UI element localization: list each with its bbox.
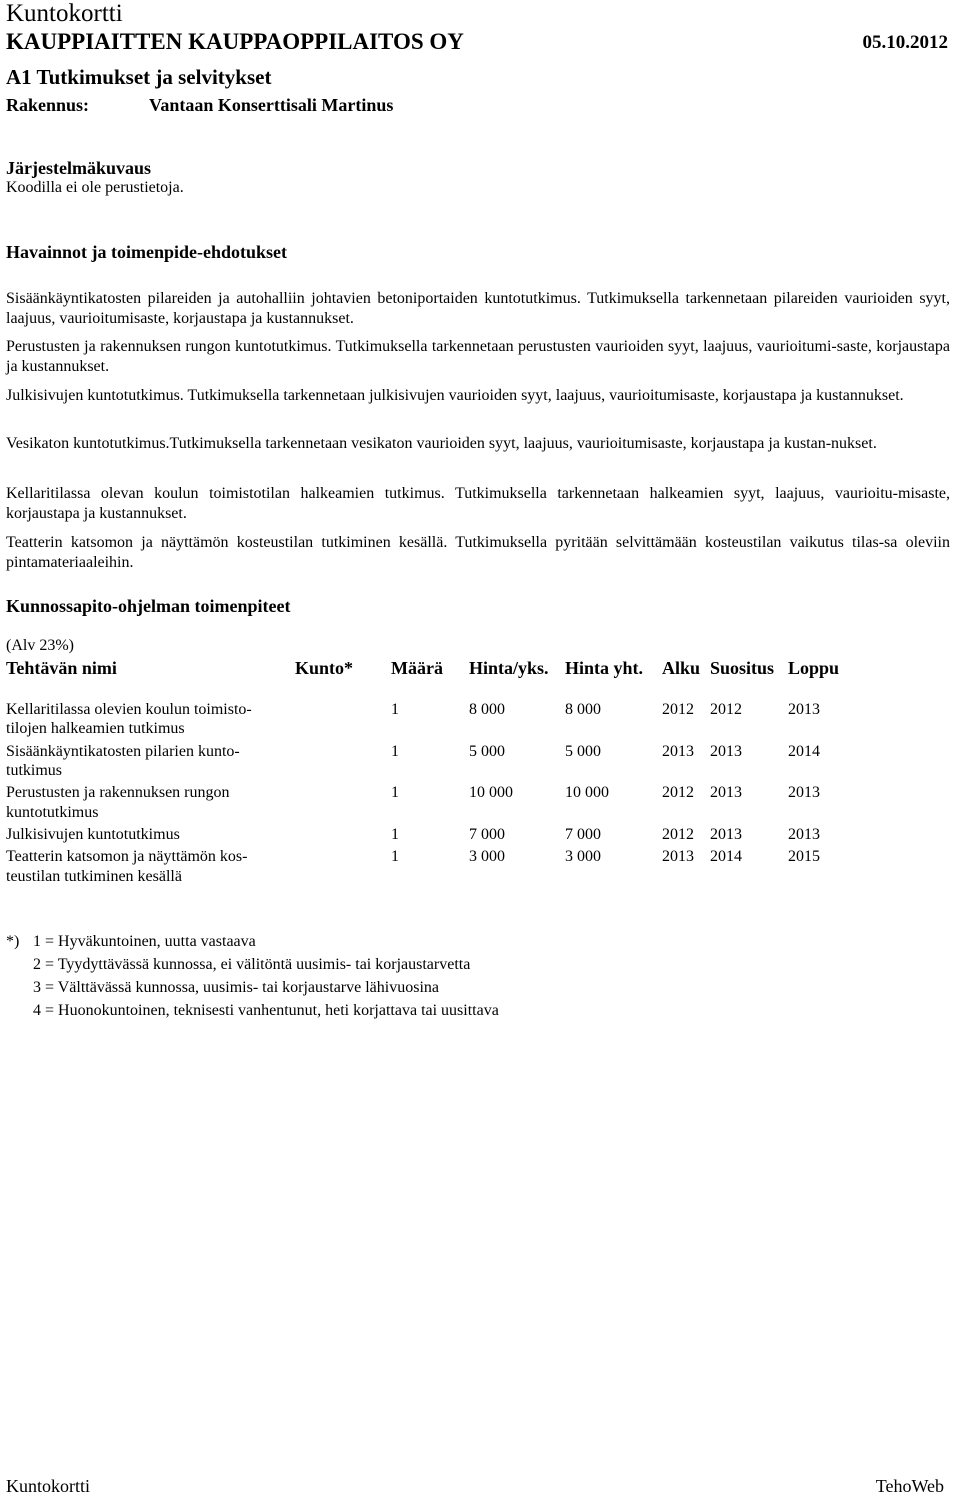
report-date: 05.10.2012: [862, 32, 948, 53]
start-year-cell: 2012: [662, 701, 694, 718]
unit-price-cell: 7 000: [469, 826, 505, 843]
task-name-line-1: Teatterin katsomon ja näyttämön kos-: [6, 848, 248, 865]
quantity-cell: 1: [391, 701, 399, 718]
unit-price-cell: 8 000: [469, 701, 505, 718]
system-heading: Järjestelmäkuvaus: [6, 158, 151, 178]
end-year-cell: 2013: [788, 826, 820, 843]
total-price-cell: 10 000: [565, 784, 609, 801]
end-year-cell: 2013: [788, 784, 820, 801]
start-year-cell: 2013: [662, 743, 694, 760]
observation-paragraph-1: Sisäänkäyntikatosten pilareiden ja autohalliin johtavien betoniportaiden kuntotutkimus. Tutkimuksella tarkennetaan pilareiden vaurioiden syyt, laajuus, vaurioitumisaste, korjaustapa ja kustannukset.: [6, 290, 950, 327]
task-name-line-1: Kellaritilassa olevien koulun toimisto-: [6, 701, 252, 718]
start-year-cell: 2012: [662, 784, 694, 801]
unit-price-cell: 10 000: [469, 784, 513, 801]
observations-heading: Havainnot ja toimenpide-ehdotukset: [6, 242, 288, 262]
column-header-unit-price: Hinta/yks.: [469, 658, 549, 678]
task-name-line-2: teustilan tutkiminen kesällä: [6, 868, 182, 885]
page-title: Kuntokortti: [6, 0, 123, 27]
column-header-condition: Kunto*: [295, 658, 354, 678]
legend-item: 2 = Tyydyttävässä kunnossa, ei välitöntä uusimis- tai korjaustarvetta: [33, 956, 471, 973]
quantity-cell: 1: [391, 848, 399, 865]
observation-paragraph-2: Perustusten ja rakennuksen rungon kuntotutkimus. Tutkimuksella tarkennetaan perustusten vaurioiden syyt, laajuus, vaurioitumi-saste, korjaustapa ja kustannukset.: [6, 338, 950, 375]
start-year-cell: 2012: [662, 826, 694, 843]
footer-brand: TehoWeb: [875, 1476, 944, 1496]
column-header-end: Loppu: [788, 658, 840, 678]
recommended-year-cell: 2013: [710, 784, 742, 801]
total-price-cell: 7 000: [565, 826, 601, 843]
column-header-total-price: Hinta yht.: [565, 658, 644, 678]
end-year-cell: 2014: [788, 743, 820, 760]
unit-price-cell: 3 000: [469, 848, 505, 865]
quantity-cell: 1: [391, 826, 399, 843]
building-value: Vantaan Konserttisali Martinus: [149, 95, 394, 115]
program-heading: Kunnossapito-ohjelman toimenpiteet: [6, 596, 291, 616]
footer-left: Kuntokortti: [6, 1476, 90, 1496]
quantity-cell: 1: [391, 743, 399, 760]
column-header-recommendation: Suositus: [710, 658, 775, 678]
system-text: Koodilla ei ole perustietoja.: [6, 179, 184, 196]
observation-paragraph-6: Teatterin katsomon ja näyttämön kosteustilan tutkiminen kesällä. Tutkimuksella pyritään selvittämään kosteustilan vaikutus tilas-sa oleviin pintamateriaaleihin.: [6, 534, 950, 571]
observation-paragraph-5: Kellaritilassa olevan koulun toimistotilan halkeamien tutkimus. Tutkimuksella tarkennetaan halkeamien syyt, laajuus, vaurioitu-misaste, korjaustapa ja kustannukset.: [6, 485, 950, 522]
observation-paragraph-4: Vesikaton kuntotutkimus.Tutkimuksella tarkennetaan vesikaton vaurioiden syyt, laajuus, vaurioitumisaste, korjaustapa ja kustan-nukset.: [6, 435, 877, 452]
task-name-line-1: Perustusten ja rakennuksen rungon: [6, 784, 230, 801]
vat-note: (Alv 23%): [6, 637, 74, 654]
observation-paragraph-3: Julkisivujen kuntotutkimus. Tutkimuksella tarkennetaan julkisivujen vaurioiden syyt, laajuus, vaurioitumisaste, korjaustapa ja kustannukset.: [6, 387, 904, 404]
column-header-task: Tehtävän nimi: [6, 658, 117, 678]
task-name-line-1: Julkisivujen kuntotutkimus: [6, 826, 180, 843]
legend-item: 4 = Huonokuntoinen, teknisesti vanhentunut, heti korjattava tai uusittava: [33, 1002, 499, 1019]
unit-price-cell: 5 000: [469, 743, 505, 760]
section-title: A1 Tutkimukset ja selvitykset: [6, 65, 272, 89]
building-label: Rakennus:: [6, 95, 90, 115]
organization-name: KAUPPIAITTEN KAUPPAOPPILAITOS OY: [6, 29, 464, 54]
task-name-line-1: Sisäänkäyntikatosten pilarien kunto-: [6, 743, 240, 760]
legend-item: 1 = Hyväkuntoinen, uutta vastaava: [33, 933, 256, 950]
total-price-cell: 3 000: [565, 848, 601, 865]
legend-item: 3 = Välttävässä kunnossa, uusimis- tai korjaustarve lähivuosina: [33, 979, 439, 996]
recommended-year-cell: 2013: [710, 826, 742, 843]
column-header-start: Alku: [662, 658, 701, 678]
start-year-cell: 2013: [662, 848, 694, 865]
column-header-quantity: Määrä: [391, 658, 443, 678]
recommended-year-cell: 2012: [710, 701, 742, 718]
total-price-cell: 5 000: [565, 743, 601, 760]
task-name-line-2: tutkimus: [6, 762, 63, 779]
end-year-cell: 2013: [788, 701, 820, 718]
recommended-year-cell: 2014: [710, 848, 742, 865]
task-name-line-2: tilojen halkeamien tutkimus: [6, 720, 185, 737]
legend-marker: *): [6, 933, 20, 950]
task-name-line-2: kuntotutkimus: [6, 804, 99, 821]
total-price-cell: 8 000: [565, 701, 601, 718]
quantity-cell: 1: [391, 784, 399, 801]
recommended-year-cell: 2013: [710, 743, 742, 760]
end-year-cell: 2015: [788, 848, 820, 865]
